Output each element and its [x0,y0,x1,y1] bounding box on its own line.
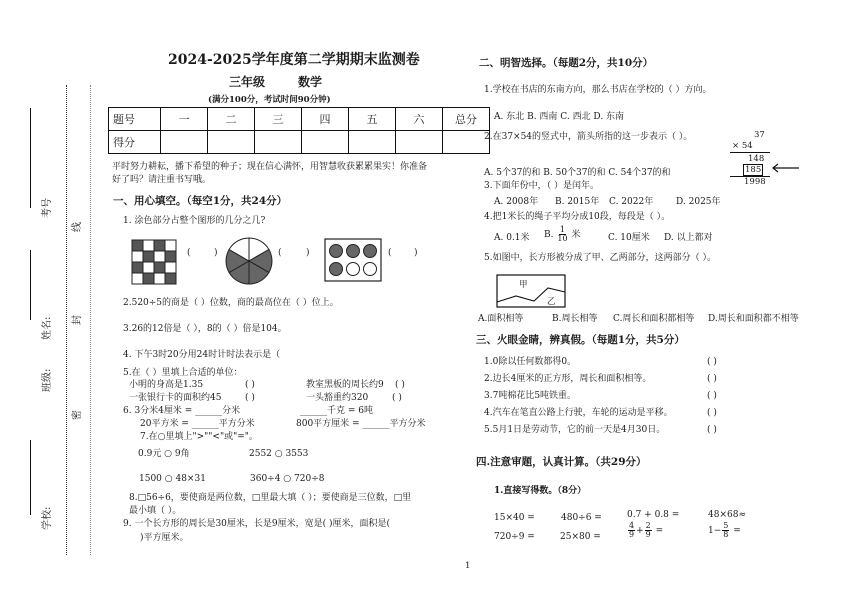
s1-q5a-paren[interactable]: ( ) [245,380,255,390]
fraction-5-8 [722,522,729,539]
s3-item: 4.汽车在笔直公路上行驶，车轮的运动是平移。 [484,408,673,418]
fraction-numerator: 2 [645,521,651,530]
calc-fraction-sum: $\frac{4}{9}$ + $\frac{2}{9}$ = [629,521,664,539]
s2-q1: 1.学校在书店的东南方向，那么书店在学校的（ ）方向。 [484,85,712,95]
pie-circle-figure [224,236,274,286]
s2-q3-opt-a: A. 2008年 [494,197,539,207]
vertical-mult-185: 185 [745,165,762,175]
calc-item: 720÷9 = [494,532,535,542]
s3-item: 5.5月1日是劳动节，它的前一天是4月30日。 [484,425,666,435]
s1-q6a: 6. 3分米4厘米 = ______分米 [123,406,241,416]
s2-q5-opt-a: A.面积相等 [478,314,524,324]
s1-q8-line2: 最小填（ ）。 [129,506,182,516]
s3-item: 2.边长4厘米的正方形，周长和面积相等。 [484,374,652,384]
s1-q7b: 2552 ○ 3553 [249,449,309,459]
s2-q1-options: A. 东北 B. 西南 C. 西北 D. 东南 [494,112,625,122]
page-number: 1 [465,561,471,571]
s2-q3-opt-b: B. 2015年 [555,197,600,207]
line-char-text: 线 [72,222,83,232]
s1-q1-paren-close: ) [414,248,418,258]
s1-q5b: 教室黑板的周长约9 [306,380,384,390]
school-text: 学校: [42,506,53,530]
s2-q3-opt-d: D. 2025年 [676,197,721,207]
score-cell: 得分 [109,131,161,154]
exam-number-label [38,198,53,218]
grade-label: 三年级 [229,75,266,89]
score-input-cell[interactable] [161,131,208,154]
name-line [30,250,31,320]
s3-item-paren[interactable]: ( ) [707,357,717,367]
fraction-1-10 [557,226,567,243]
figure-label-yi: 乙 [547,297,556,307]
fraction-denominator: 9 [645,530,651,539]
s1-q6c: 20平方米 = ______平方分米 [140,419,255,429]
secret-char [68,410,83,420]
calc-item: 15×40 = [494,513,535,523]
calc-item: 0.7 + 0.8 = [627,510,680,520]
section1-title: 一、用心填空。（每空1分，共24分） [113,195,288,207]
exam-info: (满分100分，考试时间90分钟) [208,95,331,105]
fraction-denominator: 8 [723,530,729,539]
s1-q8-line1: 8.□56÷6，要使商是两位数，□里最大填（ ）；要使商是三位数，□里 [129,493,412,503]
s1-q7a: 0.9元 ○ 9角 [138,449,190,459]
score-cell: 一 [161,108,208,131]
score-input-cell[interactable] [396,131,443,154]
vertical-mult-54: × 54 [732,141,753,151]
s1-q1: 1. 涂色部分占整个图形的几分之几? [123,216,266,226]
score-cell: 三 [255,108,302,131]
seal-char-text: 封 [72,315,83,325]
vertical-mult-rule-1 [730,152,770,153]
s2-q5-opt-b: B.周长相等 [552,314,598,324]
s1-q6d: 800平方厘米 = ______平方分米 [296,419,426,429]
figure-label-jia: 甲 [519,280,528,290]
s1-q5c: 一张银行卡的面积约45 [129,393,222,403]
s1-q7c: 1500 ○ 48×31 [139,474,206,484]
score-cell: 五 [349,108,396,131]
s2-q3-opt-c: C. 2022年 [609,197,654,207]
vertical-mult-37: 37 [754,130,765,140]
s3-item: 1.0除以任何数都得0。 [484,357,577,367]
class-label [38,369,53,392]
s1-q1-paren-close: ) [214,248,218,258]
exam-number-line [30,108,31,208]
s1-q5c-paren[interactable]: ( ) [245,393,255,403]
calc-fraction-sub: 1− $\frac{5}{8}$ = [708,521,741,539]
s3-item: 3.7吨棉花比5吨铁重。 [484,391,577,401]
score-cell: 二 [208,108,255,131]
s2-q2: 2.在37×54的竖式中，箭头所指的这一步表示（ ）。 [484,132,693,142]
fraction-4-9 [628,522,635,539]
secret-char-text: 密 [72,410,83,420]
score-input-cell[interactable] [302,131,349,154]
school-line [30,440,31,515]
s1-q4: 4. 下午3时20分用24时计时法表示是（ [123,350,281,360]
score-cell: 题号 [109,108,161,131]
arrow-left-icon [770,163,800,173]
s2-q4-opt-b-unit: 米 [571,230,581,240]
s1-q1-paren-open: ( [278,248,282,258]
s3-item-paren[interactable]: ( ) [707,374,717,384]
score-input-cell[interactable] [208,131,255,154]
class-text: 班级: [42,368,53,392]
s1-q1-paren-open: ( [388,248,392,258]
line-char [68,222,83,232]
score-table-score-row [109,131,490,154]
s1-q5d: 一头豁重约320 [306,393,369,403]
fraction-numerator: 5 [723,521,729,530]
s1-q6b: ______千克 = 6吨 [300,406,373,416]
score-input-cell[interactable] [255,131,302,154]
s2-q4-opt-a: A. 0.1米 [494,233,530,243]
section4-title: 四.注意审题，认真计算。（共29分） [476,456,647,468]
s1-q5d-paren[interactable]: ( ) [392,393,402,403]
seal-char [68,315,83,325]
s1-q9-line1: 9. 一个长方形的周长是30厘米，长是9厘米，宽是( )厘米，面积是( [123,519,391,529]
s1-q1-paren-close: ) [306,248,310,258]
s2-q4-opt-d: D. 以上都对 [664,233,713,243]
intro-line-1: 平时努力耕耘，播下希望的种子；现在信心满怀，用智慧收获累累果实！你准备 [112,162,428,172]
school-label [38,507,53,530]
score-cell: 六 [396,108,443,131]
section3-title: 三、火眼金睛，辨真假。（每题1分，共5分） [476,334,685,346]
name-label [38,317,53,340]
s2-q5-opt-c: C.周长和面积都相等 [613,314,695,324]
s2-q2-options: A. 5个37的和 B. 50个37的和 C. 54个37的和 [484,168,671,178]
intro-line-2: 好了吗？请注重书写哦。 [112,175,212,185]
s1-q7d: 360÷4 ○ 720÷8 [250,474,325,484]
s2-q3: 3.下面年份中，（ ）是闰年。 [484,181,599,191]
calc-item: 48×68≈ [708,510,746,520]
s1-q5a: 小明的身高是1.35 [129,380,204,390]
calc-item: 480÷6 = [561,513,602,523]
s1-q3: 3.26的12倍是（ ），8的（ ）倍是104。 [123,324,287,334]
s2-q4-opt-c: C. 10厘米 [608,233,650,243]
calc-item: 25×80 = [560,532,601,542]
s3-item-paren[interactable]: ( ) [707,408,717,418]
circles-rectangle-figure [324,238,382,282]
fraction-2-9 [645,522,652,539]
fraction-denominator: 10 [557,234,568,243]
binding-dotted-line [66,85,67,555]
exam-number-text: 考号 [42,198,53,218]
score-table [108,107,490,154]
s2-q5: 5.如图中，长方形被分成了甲、乙两部分，这两部分（ ）。 [484,253,716,263]
vertical-mult-1998: 1998 [744,177,766,187]
s1-q2: 2.520÷5的商是（ ）位数，商的最高位在（ ）位上。 [123,298,339,308]
s2-q4-opt-b [544,226,580,243]
score-input-cell[interactable] [349,131,396,154]
vertical-mult-148: 148 [748,154,765,164]
s1-q7: 7.在○里填上">""<"或"="。 [140,432,258,442]
fraction-numerator: 1 [559,225,565,234]
score-table-header-row [109,108,490,131]
score-cell: 四 [302,108,349,131]
s1-q5b-paren[interactable]: ( ) [395,380,405,390]
subject-label: 数学 [298,75,323,89]
binding-outer-dotted-line [90,85,91,555]
name-text: 姓名: [42,316,53,340]
score-cell: 总分 [443,108,490,131]
s2-q4: 4.把1米长的绳子平均分成10段，每段是（ ）。 [484,212,671,222]
s4-sub1: 1.直接写得数。（8分） [494,486,587,496]
s2-q5-opt-d: D.周长和面积都不相等 [708,314,799,324]
s1-q1-paren-open: ( [187,248,191,258]
fraction-denominator: 9 [629,530,635,539]
s3-item-paren[interactable]: ( ) [707,425,717,435]
s1-q9-line2: )平方厘米。 [140,533,189,543]
s2-q4-opt-b-letter: B. [544,230,554,240]
checkered-square-figure [131,239,177,285]
exam-title: 2024-2025学年度第二学期期末监测卷 [168,52,420,68]
s3-item-paren[interactable]: ( ) [707,391,717,401]
section2-title: 二、明智选择。（每题2分，共10分） [479,57,654,69]
score-input-cell[interactable] [443,131,490,154]
calc-one-minus: 1− [708,526,722,536]
s1-q5: 5.在（ ）里填上合适的单位： [123,368,243,378]
fraction-numerator: 4 [629,521,635,530]
